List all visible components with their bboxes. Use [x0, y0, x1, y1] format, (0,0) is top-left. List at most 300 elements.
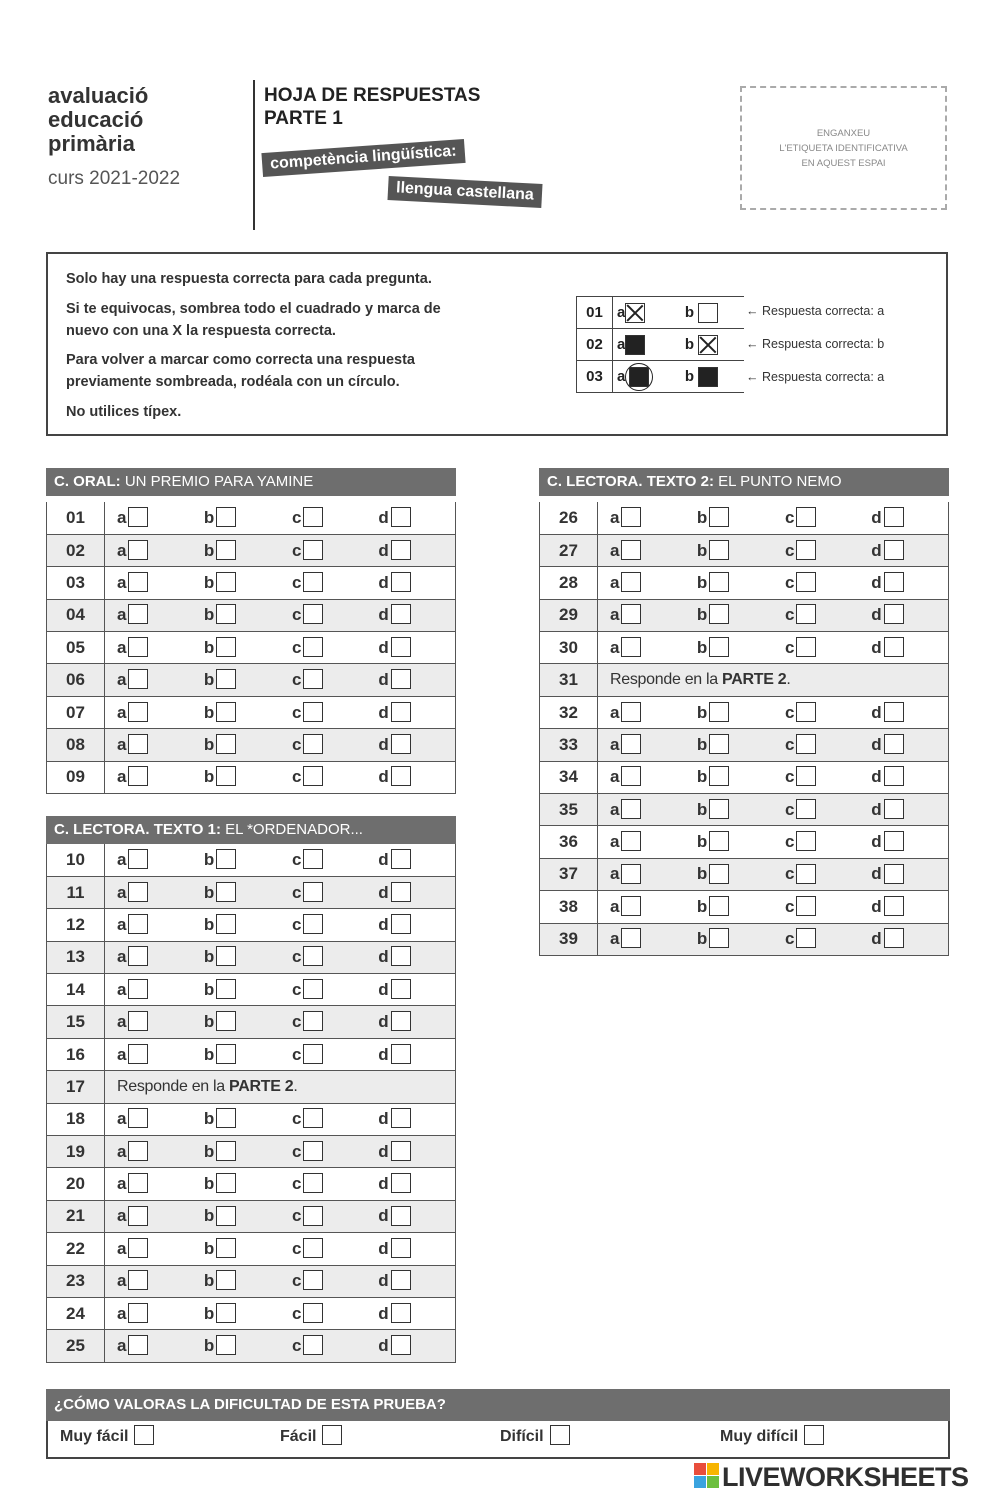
option-d[interactable]	[859, 534, 948, 566]
answer-checkbox-icon[interactable]	[303, 1303, 323, 1323]
option-c[interactable]	[280, 761, 366, 793]
answer-checkbox-icon[interactable]	[216, 734, 236, 754]
answer-checkbox-icon[interactable]	[709, 766, 729, 786]
answer-checkbox-icon[interactable]	[621, 734, 641, 754]
option-a[interactable]	[598, 858, 685, 890]
answer-checkbox-icon[interactable]	[216, 507, 236, 527]
answer-checkbox-icon[interactable]	[391, 1238, 411, 1258]
option-d[interactable]	[859, 891, 948, 923]
answer-checkbox-icon[interactable]	[216, 637, 236, 657]
option-d[interactable]	[859, 858, 948, 890]
option-c[interactable]	[280, 974, 366, 1006]
option-c[interactable]	[280, 1233, 366, 1265]
option-c[interactable]	[773, 891, 859, 923]
option-d[interactable]	[366, 632, 455, 664]
answer-checkbox-icon[interactable]	[303, 849, 323, 869]
option-d[interactable]	[366, 1006, 455, 1038]
answer-checkbox-icon[interactable]	[303, 1206, 323, 1226]
answer-checkbox-icon[interactable]	[216, 1108, 236, 1128]
answer-checkbox-icon[interactable]	[128, 1011, 148, 1031]
option-d[interactable]	[366, 534, 455, 566]
option-a[interactable]	[598, 567, 685, 599]
answer-checkbox-icon[interactable]	[391, 507, 411, 527]
option-c[interactable]	[280, 1006, 366, 1038]
option-c[interactable]	[773, 858, 859, 890]
option-a[interactable]	[105, 876, 192, 908]
option-b[interactable]	[192, 761, 280, 793]
option-d[interactable]	[859, 761, 948, 793]
option-d[interactable]	[366, 1330, 455, 1362]
checkbox-icon[interactable]	[804, 1425, 824, 1445]
answer-checkbox-icon[interactable]	[709, 799, 729, 819]
answer-checkbox-icon[interactable]	[303, 882, 323, 902]
option-c[interactable]	[280, 1168, 366, 1200]
option-c[interactable]	[280, 876, 366, 908]
answer-checkbox-icon[interactable]	[216, 766, 236, 786]
option-b[interactable]	[192, 664, 280, 696]
answer-checkbox-icon[interactable]	[391, 979, 411, 999]
answer-checkbox-icon[interactable]	[128, 849, 148, 869]
answer-checkbox-icon[interactable]	[621, 507, 641, 527]
option-b[interactable]	[192, 941, 280, 973]
answer-checkbox-icon[interactable]	[391, 1044, 411, 1064]
answer-checkbox-icon[interactable]	[128, 1206, 148, 1226]
option-d[interactable]	[859, 729, 948, 761]
option-b[interactable]	[192, 502, 280, 534]
answer-checkbox-icon[interactable]	[391, 766, 411, 786]
answer-checkbox-icon[interactable]	[621, 702, 641, 722]
option-b[interactable]	[685, 534, 773, 566]
option-c[interactable]	[280, 941, 366, 973]
option-c[interactable]	[280, 844, 366, 876]
answer-checkbox-icon[interactable]	[303, 1238, 323, 1258]
answer-checkbox-icon[interactable]	[391, 1173, 411, 1193]
answer-checkbox-icon[interactable]	[128, 1044, 148, 1064]
option-d[interactable]	[366, 909, 455, 941]
option-a[interactable]	[105, 1265, 192, 1297]
option-b[interactable]	[192, 1006, 280, 1038]
option-d[interactable]	[366, 941, 455, 973]
rating-very-difficult[interactable]	[720, 1428, 824, 1446]
answer-checkbox-icon[interactable]	[128, 766, 148, 786]
option-a[interactable]	[105, 1168, 192, 1200]
answer-checkbox-icon[interactable]	[796, 896, 816, 916]
option-c[interactable]	[773, 599, 859, 631]
answer-checkbox-icon[interactable]	[884, 799, 904, 819]
answer-checkbox-icon[interactable]	[391, 914, 411, 934]
option-a[interactable]	[105, 941, 192, 973]
answer-checkbox-icon[interactable]	[303, 946, 323, 966]
option-a[interactable]	[105, 502, 192, 534]
option-c[interactable]	[280, 729, 366, 761]
option-a[interactable]	[105, 909, 192, 941]
option-c[interactable]	[280, 1200, 366, 1232]
option-d[interactable]	[366, 502, 455, 534]
answer-checkbox-icon[interactable]	[709, 572, 729, 592]
answer-checkbox-icon[interactable]	[796, 831, 816, 851]
answer-checkbox-icon[interactable]	[128, 572, 148, 592]
answer-checkbox-icon[interactable]	[391, 637, 411, 657]
answer-checkbox-icon[interactable]	[621, 604, 641, 624]
option-d[interactable]	[366, 599, 455, 631]
option-b[interactable]	[685, 696, 773, 728]
answer-checkbox-icon[interactable]	[884, 540, 904, 560]
option-c[interactable]	[773, 923, 859, 955]
answer-checkbox-icon[interactable]	[621, 896, 641, 916]
answer-checkbox-icon[interactable]	[303, 507, 323, 527]
answer-checkbox-icon[interactable]	[709, 928, 729, 948]
option-d[interactable]	[366, 1168, 455, 1200]
answer-checkbox-icon[interactable]	[391, 540, 411, 560]
answer-checkbox-icon[interactable]	[621, 928, 641, 948]
checkbox-icon[interactable]	[550, 1425, 570, 1445]
option-b[interactable]	[685, 761, 773, 793]
option-d[interactable]	[859, 502, 948, 534]
answer-checkbox-icon[interactable]	[303, 1011, 323, 1031]
answer-checkbox-icon[interactable]	[796, 702, 816, 722]
option-b[interactable]	[192, 909, 280, 941]
option-b[interactable]	[685, 794, 773, 826]
option-c[interactable]	[773, 761, 859, 793]
option-c[interactable]	[280, 1103, 366, 1135]
option-d[interactable]	[366, 761, 455, 793]
option-a[interactable]	[598, 632, 685, 664]
answer-checkbox-icon[interactable]	[303, 669, 323, 689]
answer-checkbox-icon[interactable]	[391, 1303, 411, 1323]
answer-checkbox-icon[interactable]	[709, 734, 729, 754]
answer-checkbox-icon[interactable]	[216, 1141, 236, 1161]
answer-checkbox-icon[interactable]	[216, 1303, 236, 1323]
answer-checkbox-icon[interactable]	[884, 896, 904, 916]
option-c[interactable]	[773, 696, 859, 728]
option-a[interactable]	[105, 599, 192, 631]
option-c[interactable]	[773, 632, 859, 664]
answer-checkbox-icon[interactable]	[709, 507, 729, 527]
option-b[interactable]	[192, 1038, 280, 1070]
answer-checkbox-icon[interactable]	[391, 604, 411, 624]
option-b[interactable]	[192, 534, 280, 566]
option-b[interactable]	[192, 1330, 280, 1362]
answer-checkbox-icon[interactable]	[391, 1011, 411, 1031]
option-a[interactable]	[598, 826, 685, 858]
answer-checkbox-icon[interactable]	[391, 702, 411, 722]
option-b[interactable]	[192, 876, 280, 908]
option-c[interactable]	[280, 1330, 366, 1362]
option-a[interactable]	[105, 761, 192, 793]
answer-checkbox-icon[interactable]	[128, 882, 148, 902]
answer-checkbox-icon[interactable]	[128, 946, 148, 966]
option-a[interactable]	[105, 534, 192, 566]
answer-checkbox-icon[interactable]	[303, 572, 323, 592]
answer-checkbox-icon[interactable]	[216, 669, 236, 689]
option-a[interactable]	[598, 891, 685, 923]
answer-checkbox-icon[interactable]	[796, 540, 816, 560]
option-d[interactable]	[366, 1136, 455, 1168]
answer-checkbox-icon[interactable]	[128, 1238, 148, 1258]
answer-checkbox-icon[interactable]	[303, 1044, 323, 1064]
checkbox-icon[interactable]	[134, 1425, 154, 1445]
answer-checkbox-icon[interactable]	[709, 637, 729, 657]
answer-checkbox-icon[interactable]	[391, 1108, 411, 1128]
option-b[interactable]	[685, 858, 773, 890]
answer-checkbox-icon[interactable]	[128, 1303, 148, 1323]
option-d[interactable]	[859, 567, 948, 599]
option-d[interactable]	[859, 599, 948, 631]
answer-checkbox-icon[interactable]	[303, 604, 323, 624]
answer-checkbox-icon[interactable]	[216, 1206, 236, 1226]
answer-checkbox-icon[interactable]	[391, 1141, 411, 1161]
answer-checkbox-icon[interactable]	[621, 864, 641, 884]
option-c[interactable]	[280, 599, 366, 631]
option-d[interactable]	[366, 664, 455, 696]
option-b[interactable]	[192, 1168, 280, 1200]
answer-checkbox-icon[interactable]	[216, 1270, 236, 1290]
answer-checkbox-icon[interactable]	[709, 604, 729, 624]
answer-checkbox-icon[interactable]	[391, 1270, 411, 1290]
option-a[interactable]	[598, 761, 685, 793]
answer-checkbox-icon[interactable]	[796, 572, 816, 592]
option-d[interactable]	[366, 844, 455, 876]
answer-checkbox-icon[interactable]	[796, 766, 816, 786]
option-a[interactable]	[105, 1297, 192, 1329]
answer-checkbox-icon[interactable]	[303, 1108, 323, 1128]
option-a[interactable]	[105, 1103, 192, 1135]
answer-checkbox-icon[interactable]	[216, 1238, 236, 1258]
option-b[interactable]	[192, 1233, 280, 1265]
option-c[interactable]	[280, 664, 366, 696]
option-c[interactable]	[773, 794, 859, 826]
answer-checkbox-icon[interactable]	[391, 1335, 411, 1355]
option-c[interactable]	[773, 502, 859, 534]
rating-difficult[interactable]	[500, 1428, 570, 1446]
option-a[interactable]	[105, 664, 192, 696]
option-a[interactable]	[105, 1136, 192, 1168]
answer-checkbox-icon[interactable]	[303, 540, 323, 560]
answer-checkbox-icon[interactable]	[709, 540, 729, 560]
answer-checkbox-icon[interactable]	[216, 1011, 236, 1031]
answer-checkbox-icon[interactable]	[216, 849, 236, 869]
answer-checkbox-icon[interactable]	[796, 604, 816, 624]
answer-checkbox-icon[interactable]	[128, 1270, 148, 1290]
answer-checkbox-icon[interactable]	[303, 766, 323, 786]
option-a[interactable]	[598, 923, 685, 955]
option-b[interactable]	[685, 891, 773, 923]
option-a[interactable]	[598, 534, 685, 566]
option-b[interactable]	[192, 632, 280, 664]
option-c[interactable]	[280, 567, 366, 599]
answer-checkbox-icon[interactable]	[216, 979, 236, 999]
answer-checkbox-icon[interactable]	[391, 734, 411, 754]
option-c[interactable]	[773, 826, 859, 858]
answer-checkbox-icon[interactable]	[128, 734, 148, 754]
answer-checkbox-icon[interactable]	[216, 882, 236, 902]
answer-checkbox-icon[interactable]	[884, 637, 904, 657]
answer-checkbox-icon[interactable]	[128, 604, 148, 624]
option-c[interactable]	[280, 1265, 366, 1297]
answer-checkbox-icon[interactable]	[128, 637, 148, 657]
option-a[interactable]	[105, 1200, 192, 1232]
answer-checkbox-icon[interactable]	[303, 1141, 323, 1161]
option-d[interactable]	[366, 1038, 455, 1070]
option-c[interactable]	[280, 1038, 366, 1070]
answer-checkbox-icon[interactable]	[303, 702, 323, 722]
answer-checkbox-icon[interactable]	[128, 669, 148, 689]
option-a[interactable]	[105, 696, 192, 728]
answer-checkbox-icon[interactable]	[796, 864, 816, 884]
option-b[interactable]	[685, 632, 773, 664]
option-b[interactable]	[192, 696, 280, 728]
answer-checkbox-icon[interactable]	[391, 849, 411, 869]
option-b[interactable]	[685, 729, 773, 761]
rating-very-easy[interactable]	[60, 1428, 154, 1446]
option-d[interactable]	[366, 974, 455, 1006]
option-d[interactable]	[859, 696, 948, 728]
answer-checkbox-icon[interactable]	[884, 766, 904, 786]
option-a[interactable]	[105, 974, 192, 1006]
option-b[interactable]	[685, 502, 773, 534]
answer-checkbox-icon[interactable]	[216, 914, 236, 934]
answer-checkbox-icon[interactable]	[303, 1335, 323, 1355]
option-b[interactable]	[685, 599, 773, 631]
answer-checkbox-icon[interactable]	[303, 1270, 323, 1290]
answer-checkbox-icon[interactable]	[884, 928, 904, 948]
answer-checkbox-icon[interactable]	[216, 1335, 236, 1355]
rating-easy[interactable]	[280, 1428, 342, 1446]
answer-checkbox-icon[interactable]	[884, 831, 904, 851]
answer-checkbox-icon[interactable]	[303, 637, 323, 657]
option-d[interactable]	[366, 1103, 455, 1135]
answer-checkbox-icon[interactable]	[391, 572, 411, 592]
option-b[interactable]	[192, 1200, 280, 1232]
answer-checkbox-icon[interactable]	[128, 507, 148, 527]
answer-checkbox-icon[interactable]	[128, 979, 148, 999]
option-b[interactable]	[192, 1136, 280, 1168]
answer-checkbox-icon[interactable]	[303, 914, 323, 934]
option-c[interactable]	[280, 696, 366, 728]
answer-checkbox-icon[interactable]	[884, 572, 904, 592]
answer-checkbox-icon[interactable]	[128, 1108, 148, 1128]
answer-checkbox-icon[interactable]	[216, 1044, 236, 1064]
answer-checkbox-icon[interactable]	[709, 702, 729, 722]
answer-checkbox-icon[interactable]	[621, 831, 641, 851]
option-b[interactable]	[192, 844, 280, 876]
answer-checkbox-icon[interactable]	[621, 572, 641, 592]
answer-checkbox-icon[interactable]	[621, 766, 641, 786]
answer-checkbox-icon[interactable]	[796, 637, 816, 657]
option-d[interactable]	[366, 729, 455, 761]
answer-checkbox-icon[interactable]	[303, 1173, 323, 1193]
answer-checkbox-icon[interactable]	[128, 1173, 148, 1193]
answer-checkbox-icon[interactable]	[216, 1173, 236, 1193]
option-a[interactable]	[598, 729, 685, 761]
checkbox-icon[interactable]	[322, 1425, 342, 1445]
option-c[interactable]	[773, 729, 859, 761]
option-b[interactable]	[192, 1265, 280, 1297]
answer-checkbox-icon[interactable]	[391, 946, 411, 966]
option-b[interactable]	[192, 599, 280, 631]
option-a[interactable]	[598, 696, 685, 728]
answer-checkbox-icon[interactable]	[884, 734, 904, 754]
answer-checkbox-icon[interactable]	[709, 831, 729, 851]
option-a[interactable]	[105, 844, 192, 876]
option-d[interactable]	[366, 696, 455, 728]
answer-checkbox-icon[interactable]	[128, 540, 148, 560]
option-c[interactable]	[280, 534, 366, 566]
answer-checkbox-icon[interactable]	[128, 702, 148, 722]
answer-checkbox-icon[interactable]	[884, 702, 904, 722]
option-a[interactable]	[105, 1233, 192, 1265]
answer-checkbox-icon[interactable]	[216, 702, 236, 722]
option-b[interactable]	[192, 1103, 280, 1135]
option-a[interactable]	[105, 729, 192, 761]
option-c[interactable]	[280, 632, 366, 664]
option-d[interactable]	[859, 632, 948, 664]
option-b[interactable]	[192, 567, 280, 599]
option-d[interactable]	[366, 1233, 455, 1265]
option-a[interactable]	[105, 1006, 192, 1038]
option-d[interactable]	[859, 826, 948, 858]
answer-checkbox-icon[interactable]	[391, 669, 411, 689]
answer-checkbox-icon[interactable]	[621, 799, 641, 819]
option-b[interactable]	[192, 729, 280, 761]
option-c[interactable]	[280, 502, 366, 534]
option-b[interactable]	[685, 923, 773, 955]
answer-checkbox-icon[interactable]	[884, 507, 904, 527]
option-d[interactable]	[366, 1200, 455, 1232]
answer-checkbox-icon[interactable]	[621, 637, 641, 657]
option-a[interactable]	[598, 502, 685, 534]
answer-checkbox-icon[interactable]	[216, 572, 236, 592]
option-c[interactable]	[773, 567, 859, 599]
option-c[interactable]	[280, 909, 366, 941]
option-d[interactable]	[366, 1297, 455, 1329]
option-c[interactable]	[280, 1297, 366, 1329]
option-a[interactable]	[105, 1330, 192, 1362]
answer-checkbox-icon[interactable]	[128, 914, 148, 934]
option-a[interactable]	[105, 632, 192, 664]
answer-checkbox-icon[interactable]	[796, 928, 816, 948]
option-a[interactable]	[105, 1038, 192, 1070]
option-a[interactable]	[598, 794, 685, 826]
answer-checkbox-icon[interactable]	[303, 979, 323, 999]
answer-checkbox-icon[interactable]	[128, 1335, 148, 1355]
option-b[interactable]	[192, 1297, 280, 1329]
option-d[interactable]	[366, 876, 455, 908]
answer-checkbox-icon[interactable]	[621, 540, 641, 560]
answer-checkbox-icon[interactable]	[303, 734, 323, 754]
option-b[interactable]	[685, 826, 773, 858]
option-c[interactable]	[280, 1136, 366, 1168]
option-b[interactable]	[192, 974, 280, 1006]
option-a[interactable]	[598, 599, 685, 631]
answer-checkbox-icon[interactable]	[391, 1206, 411, 1226]
option-d[interactable]	[859, 794, 948, 826]
answer-checkbox-icon[interactable]	[709, 896, 729, 916]
option-d[interactable]	[366, 1265, 455, 1297]
answer-checkbox-icon[interactable]	[391, 882, 411, 902]
answer-checkbox-icon[interactable]	[884, 604, 904, 624]
answer-checkbox-icon[interactable]	[216, 946, 236, 966]
option-b[interactable]	[685, 567, 773, 599]
option-d[interactable]	[859, 923, 948, 955]
option-c[interactable]	[773, 534, 859, 566]
answer-checkbox-icon[interactable]	[216, 604, 236, 624]
answer-checkbox-icon[interactable]	[709, 864, 729, 884]
answer-checkbox-icon[interactable]	[128, 1141, 148, 1161]
answer-checkbox-icon[interactable]	[216, 540, 236, 560]
answer-checkbox-icon[interactable]	[884, 864, 904, 884]
answer-checkbox-icon[interactable]	[796, 507, 816, 527]
